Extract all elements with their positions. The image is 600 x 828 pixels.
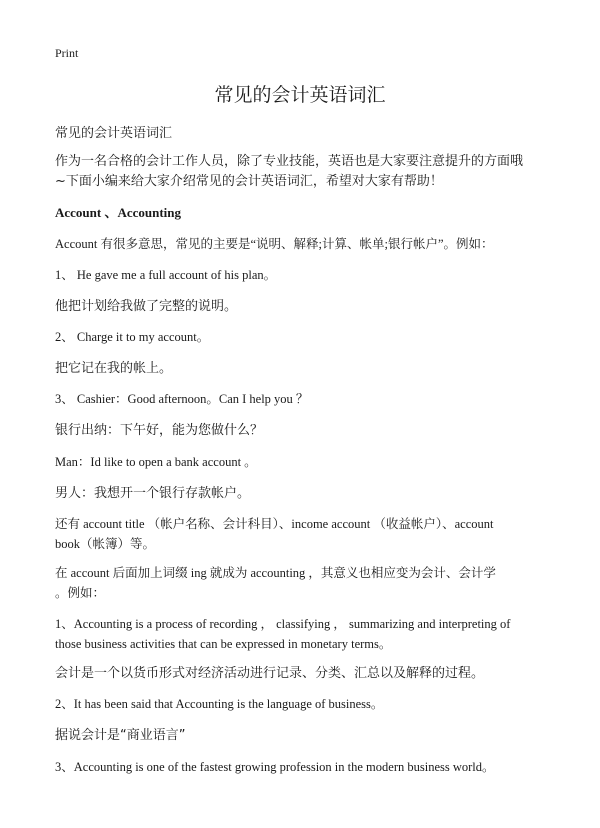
accounting-example-1-en-line-2: those business activities that can be expressed in monetary terms。 [55,637,392,651]
paragraph-suffix-2: 。例如： [55,586,106,600]
example-1-en: 1、 He gave me a full account of his plan。 [55,268,277,282]
paragraph-also-1: 还有 account title （帐户名称、会计科目）、income account （收益帐户）、account [55,517,494,531]
example-3-en: 3、 Cashier：Good afternoon。Can I help you ？ [55,392,309,406]
example-1-cn: 他把计划给我做了完整的说明。 [55,299,238,314]
page-title: 常见的会计英语词汇 [214,84,386,106]
accounting-example-1-cn: 会计是一个以货币形式对经济活动进行记录、分类、汇总以及解释的过程。 [55,666,485,681]
section-heading: Account 、Accounting [55,205,182,220]
intro-line-1: 作为一名合格的会计工作人员，除了专业技能，英语也是大家要注意提升的方面哦 [55,154,524,169]
example-2-en: 2、 Charge it to my account。 [55,330,210,344]
example-3-cn: 银行出纳：下午好，能为您做什么？ [55,423,264,438]
paragraph-account: Account 有很多意思，常见的主要是“说明、解释;计算、帐单;银行帐户”。例如： [55,237,494,251]
paragraph-also-2: book（帐簿）等。 [55,537,156,551]
accounting-example-2-en: 2、It has been said that Accounting is the language of business。 [55,697,384,711]
man-line-en: Man：Id like to open a bank account 。 [55,455,257,469]
intro-line-2: ~下面小编来给大家介绍常见的会计英语词汇，希望对大家有帮助！ [55,174,443,189]
accounting-example-3-en: 3、Accounting is one of the fastest growing profession in the modern business world。 [55,760,495,774]
subtitle: 常见的会计英语词汇 [55,126,173,141]
paragraph-suffix-1: 在 account 后面加上词缀 ing 就成为 accounting ，其意义也相应变为会计、会计学 [55,566,496,580]
example-2-cn: 把它记在我的帐上。 [55,361,173,376]
accounting-example-2-cn: 据说会计是“商业语言” [55,728,186,743]
accounting-example-1-en-line-1: 1、Accounting is a process of recording ， classifying ， summarizing and interpreting of [55,617,511,631]
print-link[interactable]: Print [55,46,79,60]
man-line-cn: 男人：我想开一个银行存款帐户。 [55,486,251,501]
